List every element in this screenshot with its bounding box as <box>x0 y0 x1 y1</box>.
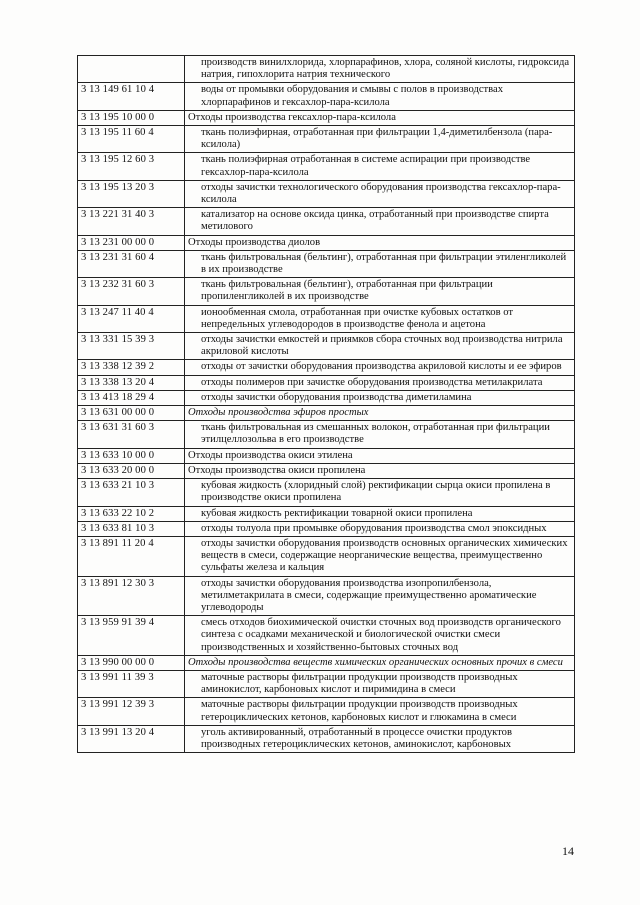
waste-name-cell: ткань полиэфирная отработанная в системе аспирации при производстве гексахлор-пара-ксилола <box>185 153 575 180</box>
table-row <box>78 126 575 153</box>
waste-code-cell: 3 13 633 22 10 2 <box>78 506 185 521</box>
waste-code-cell: 3 13 195 13 20 3 <box>78 180 185 207</box>
table-row <box>78 506 575 521</box>
table-row <box>78 305 575 332</box>
waste-name-cell: уголь активированный, отработанный в процессе очистки продуктов производных гетероциклических кетонов, аминокислот, карбоновых <box>185 725 575 752</box>
waste-name-cell: производств винилхлорида, хлорпарафинов, хлора, соляной кислоты, гидроксида натрия, гипохлорита натрия технического <box>185 56 575 83</box>
waste-code-cell: 3 13 247 11 40 4 <box>78 305 185 332</box>
waste-name-cell: катализатор на основе оксида цинка, отработанный при производстве спирта метилового <box>185 208 575 235</box>
table-row <box>78 725 575 752</box>
waste-name-cell: отходы зачистки оборудования производства диметиламина <box>185 390 575 405</box>
waste-code-cell: 3 13 891 11 20 4 <box>78 536 185 576</box>
waste-name-cell: смесь отходов биохимической очистки сточных вод производств органического синтеза с осадками механической и биологической очистки смеси производственных и хозяйственно-бытовых сточных вод <box>185 616 575 656</box>
table-row <box>78 390 575 405</box>
category-name-cell: Отходы производства диолов <box>185 235 575 250</box>
waste-code-cell: 3 13 633 81 10 3 <box>78 521 185 536</box>
waste-code-cell: 3 13 231 31 60 4 <box>78 250 185 277</box>
waste-name-cell: ткань полиэфирная, отработанная при фильтрации 1,4-диметилбензола (пара-ксилола) <box>185 126 575 153</box>
table-row <box>78 375 575 390</box>
waste-name-cell: ткань фильтровальная (бельтинг), отработанная при фильтрации пропиленгликолей в их производстве <box>185 278 575 305</box>
table-row <box>78 616 575 656</box>
table-row <box>78 208 575 235</box>
waste-name-cell: отходы зачистки емкостей и приямков сбора сточных вод производства нитрила акриловой кислоты <box>185 333 575 360</box>
waste-name-cell: кубовая жидкость ректификации товарной окиси пропилена <box>185 506 575 521</box>
table-row <box>78 670 575 697</box>
table-row <box>78 333 575 360</box>
table-row <box>78 83 575 110</box>
waste-name-cell: кубовая жидкость (хлоридный слой) ректификации сырца окиси пропилена в производстве окиси пропилена <box>185 479 575 506</box>
table-row <box>78 655 575 670</box>
waste-code-cell: 3 13 195 10 00 0 <box>78 110 185 125</box>
category-name-cell: Отходы производства окиси этилена <box>185 448 575 463</box>
waste-code-cell: 3 13 331 15 39 3 <box>78 333 185 360</box>
waste-code-cell: 3 13 232 31 60 3 <box>78 278 185 305</box>
table-row <box>78 235 575 250</box>
waste-name-cell: ткань фильтровальная (бельтинг), отработанная при фильтрации этиленгликолей в их производстве <box>185 250 575 277</box>
table-row <box>78 448 575 463</box>
table-row <box>78 250 575 277</box>
table-row <box>78 521 575 536</box>
waste-code-cell: 3 13 195 12 60 3 <box>78 153 185 180</box>
waste-code-cell: 3 13 991 13 20 4 <box>78 725 185 752</box>
waste-name-cell: ткань фильтровальная из смешанных волокон, отработанная при фильтрации этилцеллозольва в его производстве <box>185 421 575 448</box>
category-name-cell: Отходы производства веществ химических органических основных прочих в смеси <box>185 655 575 670</box>
table-row <box>78 698 575 725</box>
table-row <box>78 180 575 207</box>
waste-code-cell: 3 13 338 12 39 2 <box>78 360 185 375</box>
waste-name-cell: отходы зачистки оборудования производства изопропилбензола, метилметакрилата в смеси, содержащие преимущественно ароматические углеводороды <box>185 576 575 616</box>
waste-code-cell: 3 13 633 20 00 0 <box>78 463 185 478</box>
waste-code-cell: 3 13 221 31 40 3 <box>78 208 185 235</box>
table-row <box>78 153 575 180</box>
waste-code-cell: 3 13 413 18 29 4 <box>78 390 185 405</box>
waste-code-cell: 3 13 195 11 60 4 <box>78 126 185 153</box>
waste-name-cell: маточные растворы фильтрации продукции производств производных гетероциклических кетонов, карбоновых кислот и глюкамина в смеси <box>185 698 575 725</box>
waste-name-cell: отходы зачистки оборудования производств основных органических химических веществ в смеси, содержащие неорганические вещества, преимущественно сульфаты железа и кальция <box>185 536 575 576</box>
waste-code-cell: 3 13 631 00 00 0 <box>78 406 185 421</box>
table-row <box>78 360 575 375</box>
waste-code-cell: 3 13 891 12 30 3 <box>78 576 185 616</box>
table-row <box>78 278 575 305</box>
category-name-cell: Отходы производства гексахлор-пара-ксилола <box>185 110 575 125</box>
waste-code-cell: 3 13 631 31 60 3 <box>78 421 185 448</box>
waste-code-cell: 3 13 991 12 39 3 <box>78 698 185 725</box>
table-row <box>78 479 575 506</box>
waste-code-cell <box>78 56 185 83</box>
page-number: 14 <box>562 844 574 858</box>
waste-name-cell: воды от промывки оборудования и смывы с полов в производствах хлорпарафинов и гексахлор-пара-ксилола <box>185 83 575 110</box>
table-row <box>78 110 575 125</box>
table-body <box>78 56 575 753</box>
waste-code-cell: 3 13 991 11 39 3 <box>78 670 185 697</box>
table-row <box>78 406 575 421</box>
table-row <box>78 463 575 478</box>
waste-name-cell: ионообменная смола, отработанная при очистке кубовых остатков от непредельных углеводородов в производстве фенола и ацетона <box>185 305 575 332</box>
waste-code-cell: 3 13 959 91 39 4 <box>78 616 185 656</box>
table-row <box>78 56 575 83</box>
waste-code-cell: 3 13 633 21 10 3 <box>78 479 185 506</box>
table-row <box>78 421 575 448</box>
waste-name-cell: отходы полимеров при зачистке оборудования производства метилакрилата <box>185 375 575 390</box>
category-name-cell: Отходы производства окиси пропилена <box>185 463 575 478</box>
waste-code-cell: 3 13 633 10 00 0 <box>78 448 185 463</box>
waste-name-cell: отходы толуола при промывке оборудования производства смол эпоксидных <box>185 521 575 536</box>
waste-name-cell: маточные растворы фильтрации продукции производств производных аминокислот, карбоновых кислот и пиримидина в смеси <box>185 670 575 697</box>
category-name-cell: Отходы производства эфиров простых <box>185 406 575 421</box>
waste-code-cell: 3 13 231 00 00 0 <box>78 235 185 250</box>
waste-code-cell: 3 13 338 13 20 4 <box>78 375 185 390</box>
table-row <box>78 536 575 576</box>
waste-name-cell: отходы зачистки технологического оборудования производства гексахлор-пара-ксилола <box>185 180 575 207</box>
waste-code-cell: 3 13 990 00 00 0 <box>78 655 185 670</box>
waste-classification-table <box>77 55 575 753</box>
waste-code-cell: 3 13 149 61 10 4 <box>78 83 185 110</box>
waste-name-cell: отходы от зачистки оборудования производства акриловой кислоты и ее эфиров <box>185 360 575 375</box>
table-row <box>78 576 575 616</box>
